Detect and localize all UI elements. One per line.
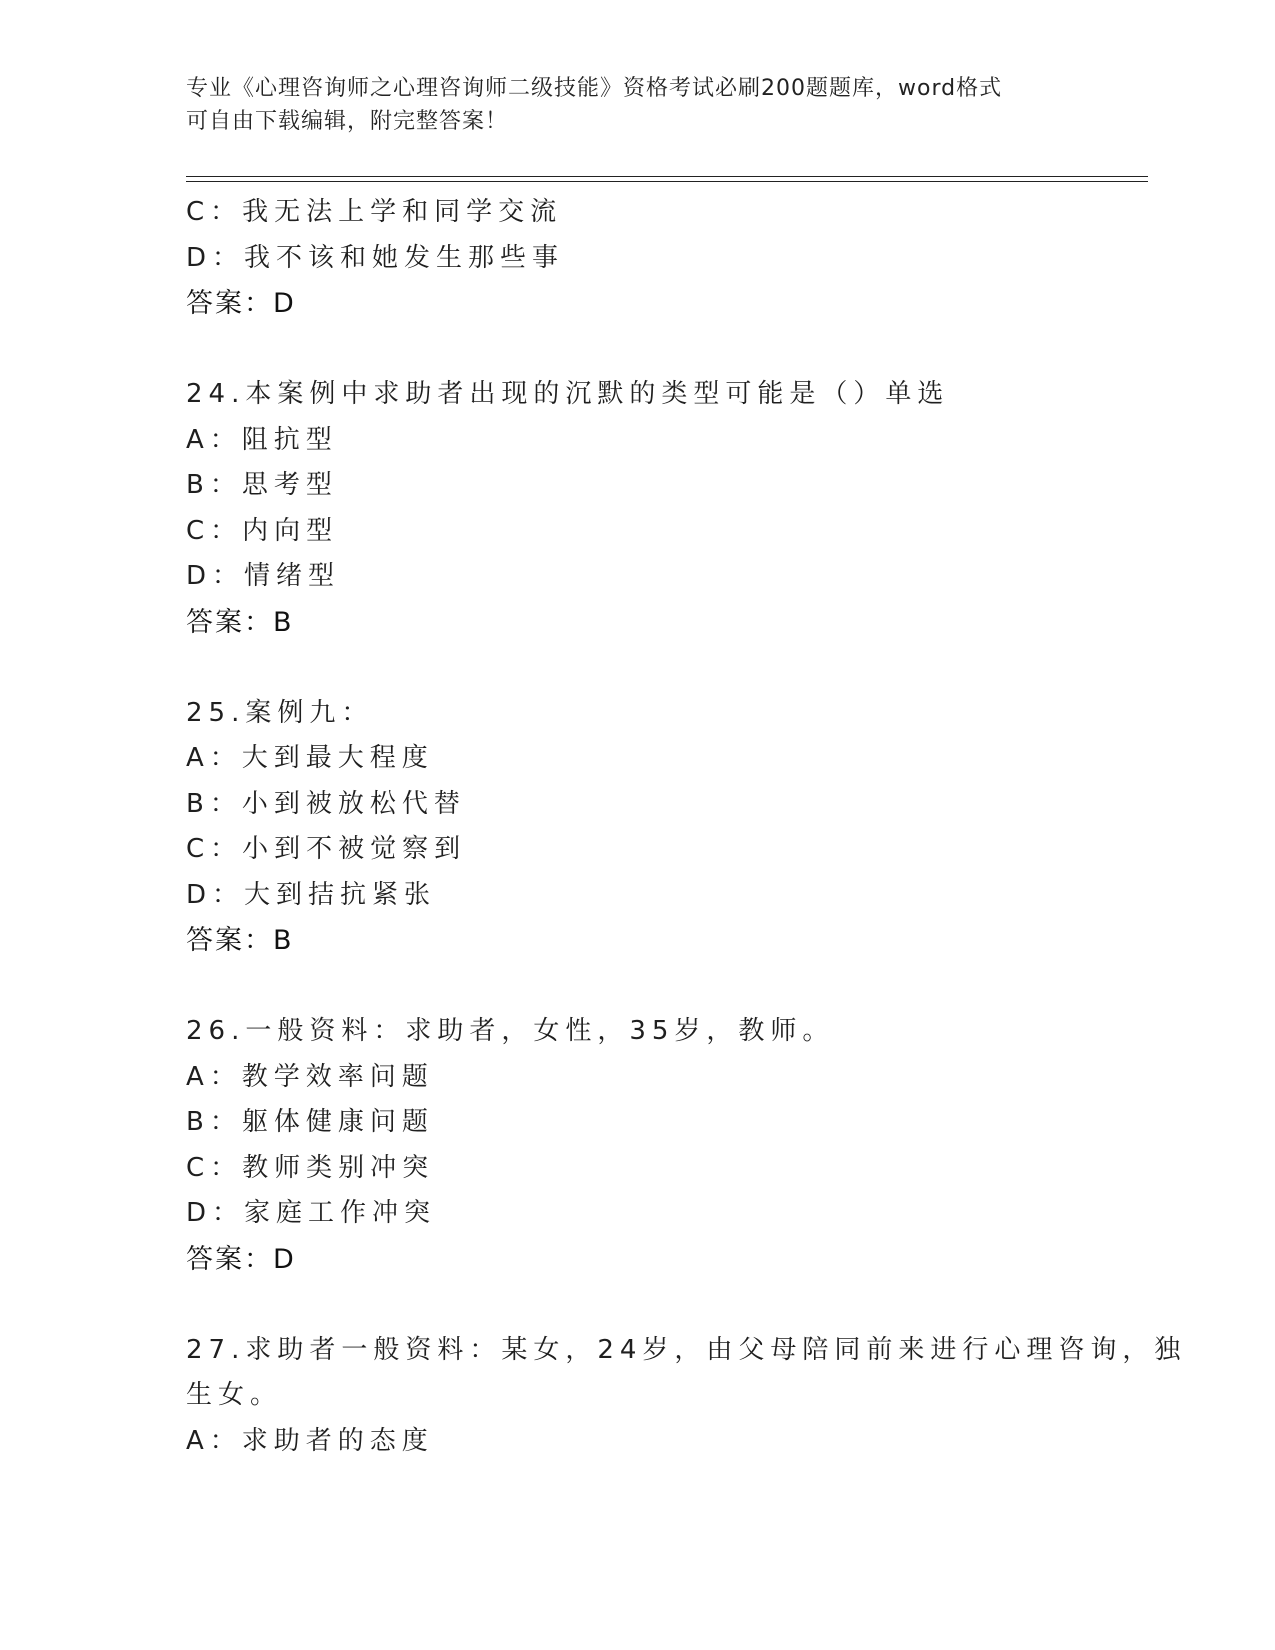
- header-title-line-2: 可自由下载编辑，附完整答案！: [186, 109, 509, 134]
- option-a: A：大到最大程度: [186, 743, 434, 773]
- option-a: A：阻抗型: [186, 424, 338, 455]
- answer-line: 答案：B: [186, 925, 294, 956]
- answer-line: 答案：D: [186, 288, 296, 319]
- question-24: [186, 372, 1086, 645]
- question-stem: 24.本案例中求助者出现的沉默的类型可能是（）单选: [186, 379, 950, 409]
- option-c: C：小到不被觉察到: [186, 834, 467, 864]
- question-list: [186, 190, 1187, 1464]
- header-title-line-1: 专业《心理咨询师之心理咨询师二级技能》资格考试必刷200题题库，word格式: [186, 76, 1003, 101]
- option-c: C：内向型: [186, 515, 339, 546]
- header-divider-top: [186, 176, 1148, 177]
- spacer: [186, 1282, 1086, 1328]
- question-stem: 26.一般资料：求助者，女性，35岁，教师。: [186, 1016, 835, 1046]
- question-stem: 27.求助者一般资料：某女，24岁，由父母陪同前来进行心理咨询，独: [186, 1334, 1187, 1365]
- header-divider-bottom: [186, 181, 1148, 182]
- option-c: C：我无法上学和同学交流: [186, 197, 563, 227]
- document-header: [186, 72, 1066, 138]
- option-d: D：情绪型: [186, 561, 341, 591]
- spacer: [186, 645, 1086, 691]
- spacer: [186, 327, 1086, 373]
- option-d: D：大到拮抗紧张: [186, 879, 437, 910]
- option-b: B：思考型: [186, 470, 338, 500]
- option-d: D：我不该和她发生那些事: [186, 242, 565, 273]
- question-stem: 25.案例九：: [186, 697, 374, 728]
- answer-line: 答案：D: [186, 1243, 296, 1275]
- option-c: C：教师类别冲突: [186, 1152, 435, 1183]
- question-26: [186, 1009, 1086, 1282]
- option-b: B：小到被放松代替: [186, 788, 466, 819]
- question-stem-continued: 生女。: [186, 1380, 283, 1410]
- spacer: [186, 964, 1086, 1010]
- option-a: A：教学效率问题: [186, 1061, 434, 1092]
- option-b: B：躯体健康问题: [186, 1107, 434, 1137]
- previous-question-tail: [186, 190, 1086, 327]
- question-27: [186, 1328, 1187, 1465]
- answer-line: 答案：B: [186, 606, 294, 638]
- question-25: [186, 691, 1086, 964]
- option-d: D：家庭工作冲突: [186, 1198, 437, 1228]
- option-a: A：求助者的态度: [186, 1425, 434, 1456]
